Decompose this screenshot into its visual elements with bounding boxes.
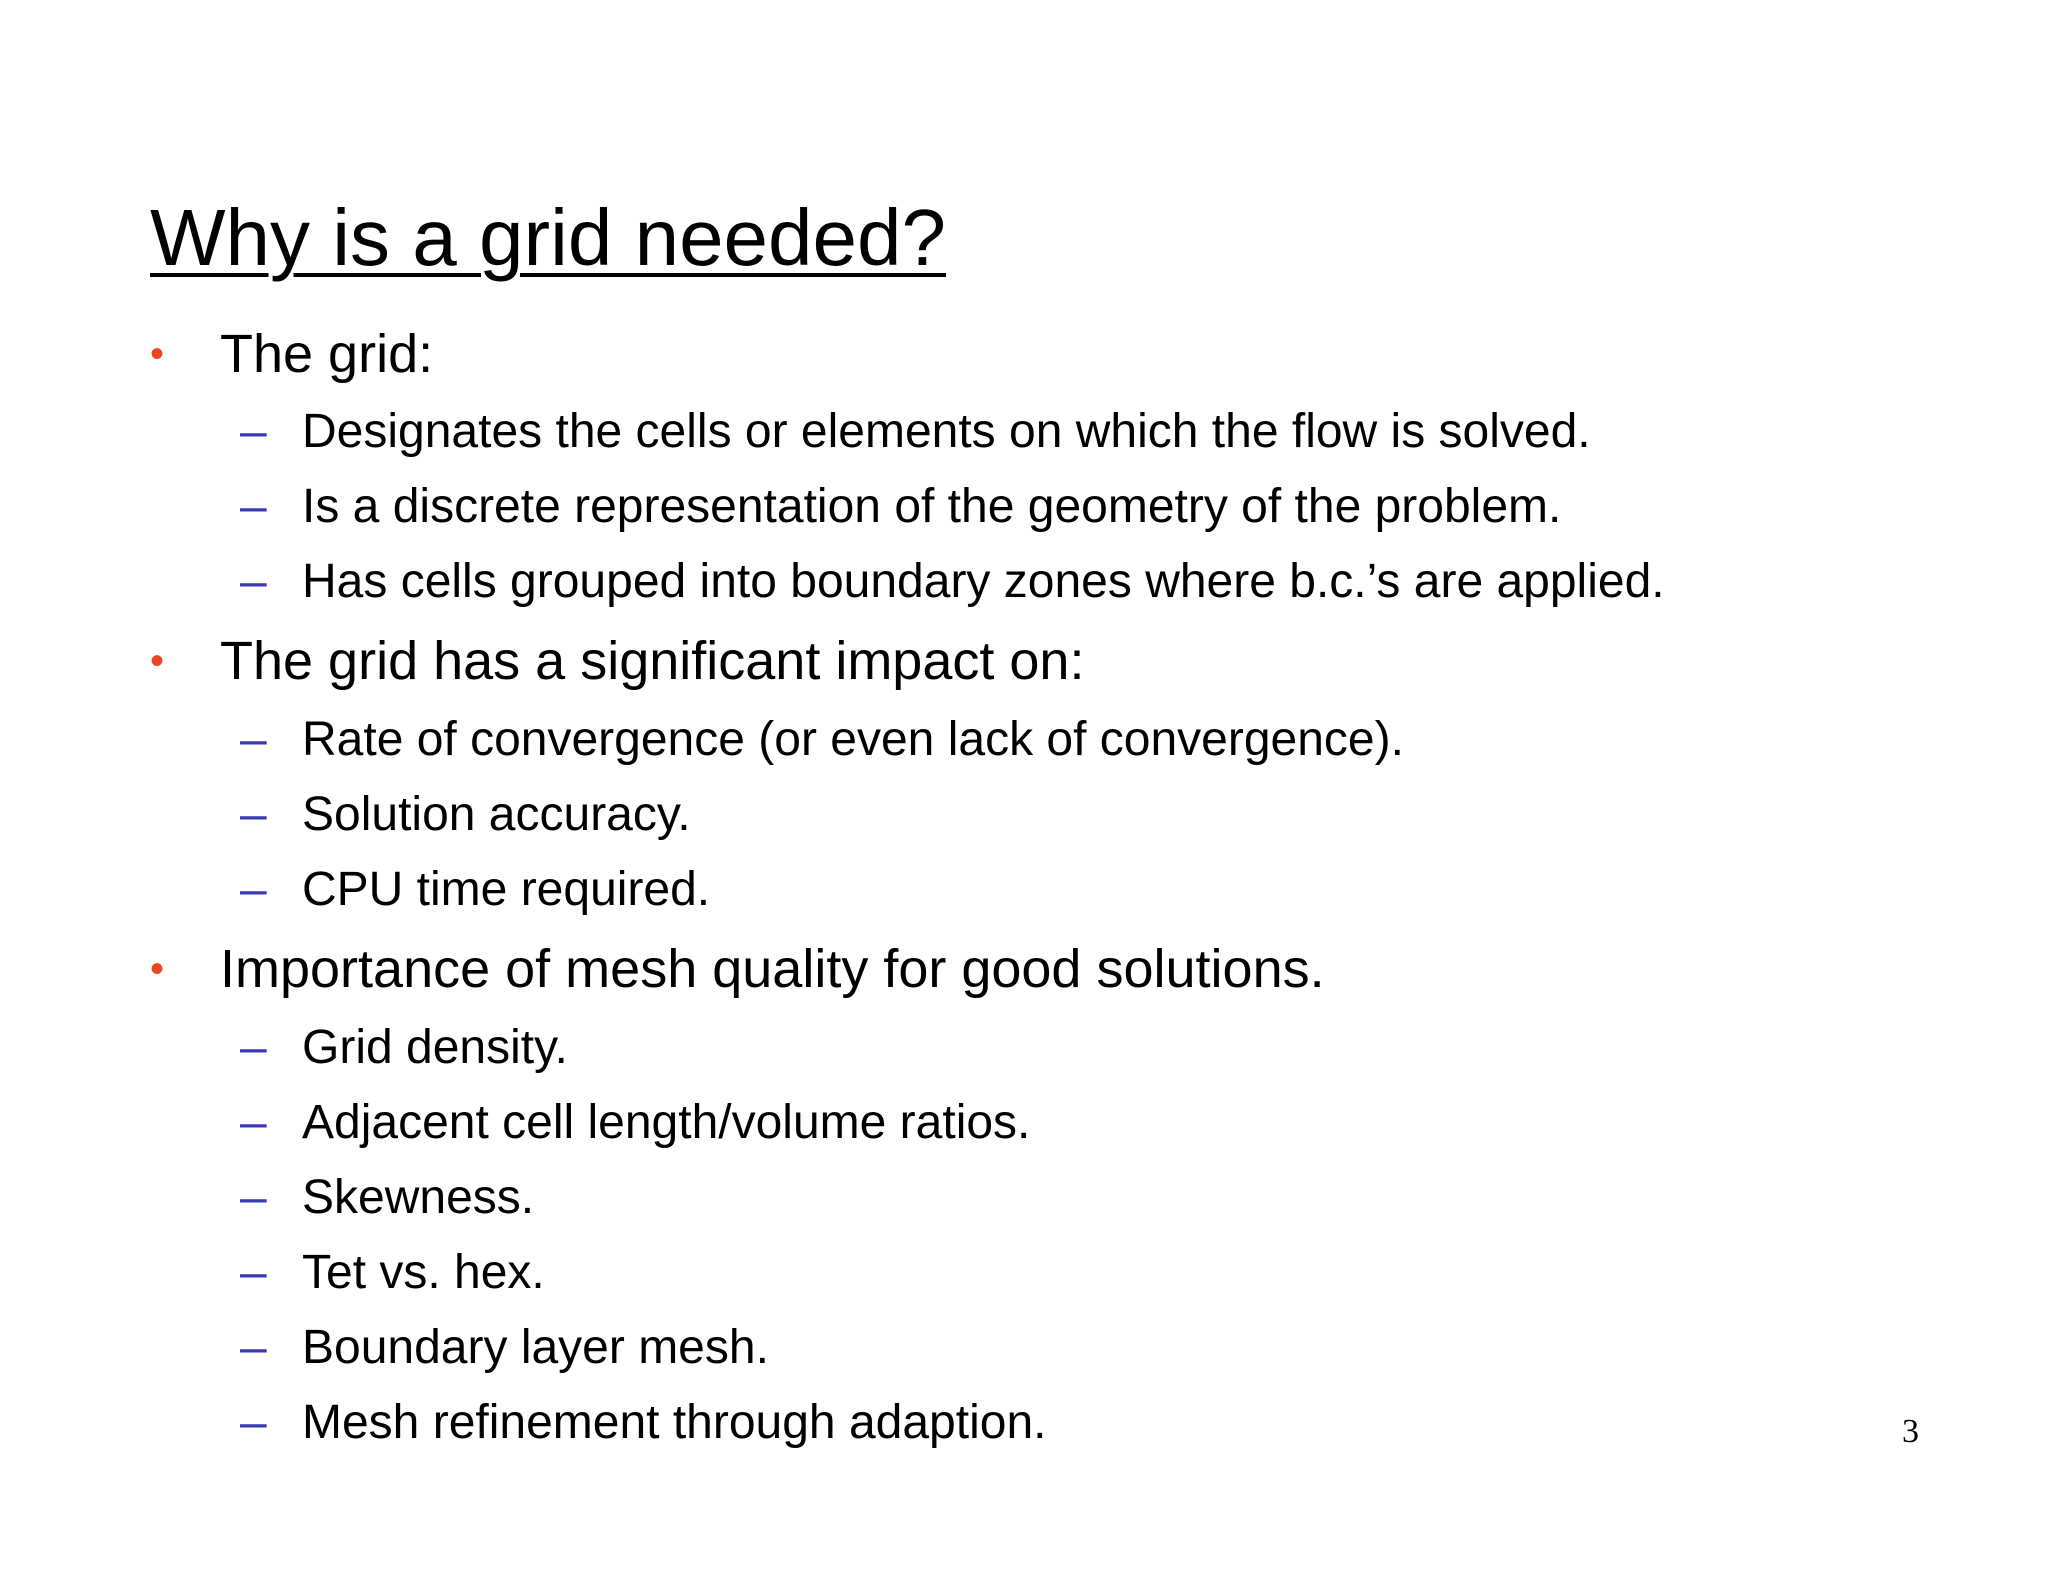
sub-bullet-marker: – [240,1396,267,1449]
sub-bullet-item [240,783,691,847]
bullet-item [150,318,433,390]
sub-bullet-marker: – [240,1246,267,1299]
sub-bullet-text: Tet vs. hex. [302,1246,545,1299]
bullet-marker: • [150,332,165,376]
sub-bullet-text: Has cells grouped into boundary zones where b.c.’s are applied. [302,555,1665,608]
sub-bullet-marker: – [240,788,267,841]
sub-bullet-text: Is a discrete representation of the geometry of the problem. [302,480,1562,533]
sub-bullet-item [240,858,710,922]
bullet-marker: • [150,639,165,683]
sub-bullet-item [240,1016,568,1080]
sub-bullet-item [240,1391,1046,1455]
sub-bullet-text: Rate of convergence (or even lack of convergence). [302,713,1404,766]
sub-bullet-marker: – [240,863,267,916]
sub-bullet-marker: – [240,405,267,458]
sub-bullet-item [240,550,1665,614]
sub-bullet-text: Boundary layer mesh. [302,1321,769,1374]
sub-bullet-marker: – [240,1021,267,1074]
sub-bullet-marker: – [240,480,267,533]
bullet-text: The grid: [220,324,434,384]
sub-bullet-item [240,400,1591,464]
page-number: 3 [1902,1413,1919,1450]
sub-bullet-text: Mesh refinement through adaption. [302,1396,1047,1449]
sub-bullet-marker: – [240,1321,267,1374]
sub-bullet-marker: – [240,1171,267,1224]
sub-bullet-item [240,1316,769,1380]
sub-bullet-text: Skewness. [302,1171,535,1224]
sub-bullet-marker: – [240,1096,267,1149]
bullet-marker: • [150,947,165,991]
sub-bullet-item [240,708,1404,772]
sub-bullet-text: Grid density. [302,1021,568,1074]
sub-bullet-text: CPU time required. [302,863,711,916]
sub-bullet-text: Solution accuracy. [302,788,691,841]
sub-bullet-item [240,475,1561,539]
bullet-text: Importance of mesh quality for good solutions. [220,939,1325,999]
sub-bullet-text: Adjacent cell length/volume ratios. [302,1096,1031,1149]
slide-title: Why is a grid needed? [150,193,947,282]
sub-bullet-item [240,1241,545,1305]
sub-bullet-marker: – [240,555,267,608]
bullet-text: The grid has a significant impact on: [220,631,1085,691]
bullet-item [150,933,1325,1005]
sub-bullet-item [240,1091,1030,1155]
sub-bullet-text: Designates the cells or elements on which the flow is solved. [302,405,1591,458]
sub-bullet-item [240,1166,534,1230]
bullet-item [150,625,1084,697]
sub-bullet-marker: – [240,713,267,766]
